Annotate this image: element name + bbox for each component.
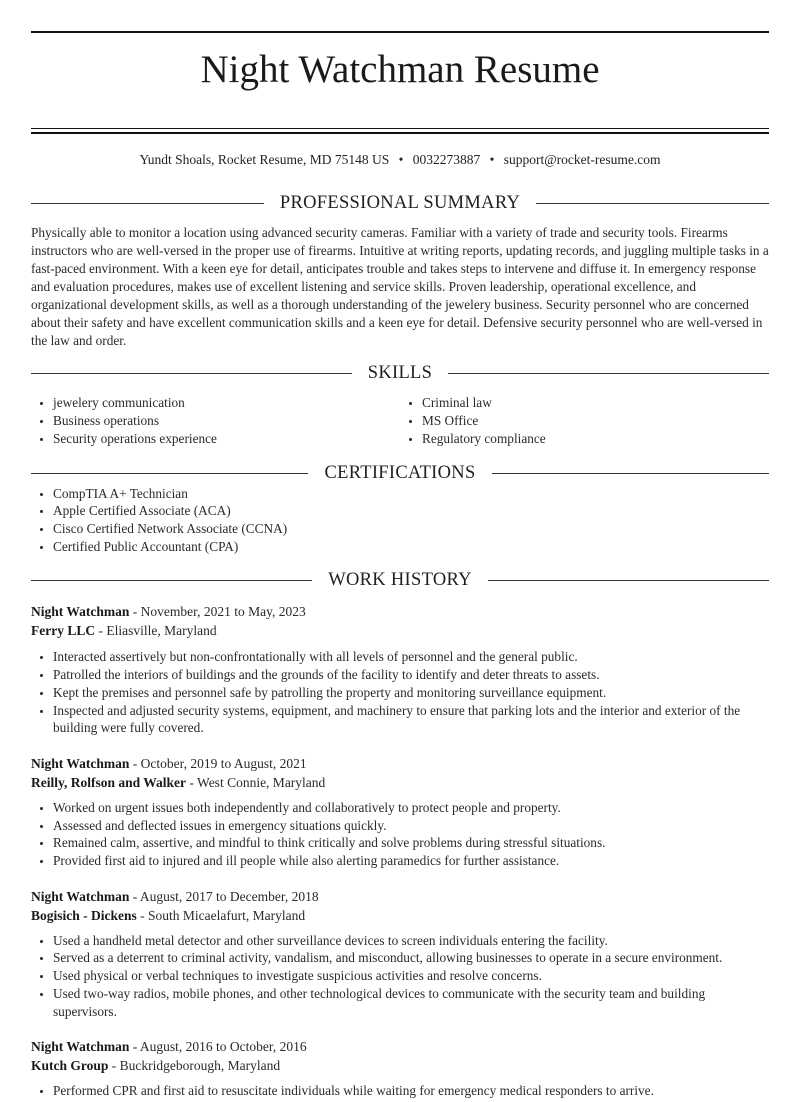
skill-item: • Security operations experience	[53, 430, 400, 448]
job-dates: - October, 2019 to August, 2021	[129, 755, 307, 771]
bullet-separator: •	[398, 152, 404, 168]
job-company: Ferry LLC	[31, 623, 96, 639]
job-dates: - August, 2016 to October, 2016	[129, 1039, 307, 1055]
heading-rule-right	[492, 473, 769, 474]
section-title: WORK HISTORY	[328, 569, 472, 590]
job-title-line	[31, 887, 769, 906]
skill-item: • Business operations	[53, 412, 400, 430]
top-rule	[31, 31, 769, 33]
heading-rule-right	[488, 580, 769, 581]
job-bullet: • Used two-way radios, mobile phones, and other technological devices to communicate with the security team and building supervisors.	[53, 985, 769, 1020]
job-bullets	[31, 932, 769, 1021]
heading-rule-left	[31, 473, 308, 474]
job-title-line	[31, 602, 769, 621]
job-bullet: • Served as a deterrent to criminal activity, vandalism, and misconduct, allowing businesses to operate in a secure environment.	[53, 949, 769, 967]
contact-address: Yundt Shoals, Rocket Resume, MD 75148 US	[139, 152, 390, 168]
job-bullets	[31, 648, 769, 737]
skills-columns	[31, 394, 769, 447]
job-location: - Eliasville, Maryland	[95, 623, 217, 639]
bullet-separator: •	[489, 152, 495, 168]
job-location: - South Micaelafurt, Maryland	[136, 907, 306, 923]
heading-rule-left	[31, 580, 312, 581]
section-title: SKILLS	[367, 362, 433, 383]
certification-item: • Certified Public Accountant (CPA)	[53, 538, 769, 556]
job-company: Reilly, Rolfson and Walker	[31, 774, 187, 790]
job-company-line	[31, 1056, 769, 1075]
job-company-line	[31, 906, 769, 925]
job-bullet: • Worked on urgent issues both independently and collaboratively to protect people and property.	[53, 799, 769, 817]
job-company-line	[31, 621, 769, 640]
job-dates: - August, 2017 to December, 2018	[129, 888, 319, 904]
job-title: Night Watchman	[31, 755, 130, 771]
certification-item: • Cisco Certified Network Associate (CCNA)	[53, 520, 769, 538]
job-entry	[31, 754, 769, 870]
job-dates: - November, 2021 to May, 2023	[129, 604, 306, 620]
job-bullet: • Assessed and deflected issues in emergency situations quickly.	[53, 817, 769, 835]
job-bullet: • Kept the premises and personnel safe by patrolling the property and monitoring surveillance equipment.	[53, 684, 769, 702]
skill-item: • Criminal law	[422, 394, 769, 412]
job-bullet: • Interacted assertively but non-confrontationally with all levels of personnel and the general public.	[53, 648, 769, 666]
section-certifications	[31, 463, 769, 556]
job-bullet: • Used physical or verbal techniques to investigate suspicious activities and resolve concerns.	[53, 967, 769, 985]
contact-info	[31, 151, 769, 169]
resume-page	[0, 31, 800, 1100]
section-heading	[31, 192, 769, 214]
job-entry	[31, 1037, 769, 1100]
job-title-line	[31, 1037, 769, 1056]
section-skills	[31, 362, 769, 447]
skills-list-left	[31, 394, 400, 447]
certification-item: • Apple Certified Associate (ACA)	[53, 502, 769, 520]
job-location: - West Connie, Maryland	[186, 774, 326, 790]
job-bullets	[31, 1082, 769, 1100]
skills-list-right	[400, 394, 769, 447]
job-title-line	[31, 754, 769, 773]
section-heading	[31, 362, 769, 384]
job-company-line	[31, 773, 769, 792]
job-title: Night Watchman	[31, 1039, 130, 1055]
job-title: Night Watchman	[31, 604, 130, 620]
section-heading	[31, 569, 769, 591]
job-location: - Buckridgeborough, Maryland	[108, 1058, 281, 1074]
job-bullet: • Patrolled the interiors of buildings and the grounds of the facility to identify and deter threats to assets.	[53, 666, 769, 684]
job-bullet: • Remained calm, assertive, and mindful to think critically and solve problems during stressful situations.	[53, 834, 769, 852]
job-bullet: • Inspected and adjusted security systems, equipment, and machinery to ensure that parking lots and the interior and exterior of the building were fully covered.	[53, 702, 769, 737]
contact-email[interactable]: support@rocket-resume.com	[503, 152, 661, 168]
job-company: Kutch Group	[31, 1058, 109, 1074]
resume-title: Night Watchman Resume	[200, 48, 600, 91]
contact-phone: 0032273887	[412, 152, 481, 168]
title-double-rule	[31, 128, 769, 134]
section-professional-summary	[31, 192, 769, 349]
summary-text: Physically able to monitor a location using advanced security cameras. Familiar with a variety of trade and security tools. Firearms instructors who are well-versed in the proper use of firearms. Intuitive at writing reports, updating records, and juggling multiple tasks in a fast-paced environment. With a keen eye for detail, anticipates trouble and takes steps to intervene and diffuse it. In emergency response and evaluation procedures, makes use of excellent listening and service skills. Proven leadership, operational excellence, and organizational development skills, as well as a thorough understanding of the jewelery business. Security personnel who are concerned about their safety and have excellent communication skills and a keen eye for detail. Defensive security personnel who are well-versed in the law and order.	[31, 225, 769, 348]
skill-item: • jewelery communication	[53, 394, 400, 412]
job-bullet: • Provided first aid to injured and ill people while also alerting paramedics for further assistance.	[53, 852, 769, 870]
heading-rule-right	[536, 203, 769, 204]
section-title: CERTIFICATIONS	[324, 463, 476, 484]
section-title: PROFESSIONAL SUMMARY	[279, 192, 521, 213]
skill-item: • MS Office	[422, 412, 769, 430]
job-bullet: • Used a handheld metal detector and other surveillance devices to screen individuals entering the facility.	[53, 932, 769, 950]
job-title: Night Watchman	[31, 888, 130, 904]
job-entry	[31, 602, 769, 737]
certifications-list	[31, 485, 769, 556]
heading-rule-left	[31, 203, 264, 204]
section-heading	[31, 463, 769, 485]
heading-rule-left	[31, 373, 352, 374]
job-entry	[31, 887, 769, 1021]
section-work-history	[31, 569, 769, 1100]
job-bullets	[31, 799, 769, 870]
certification-item: • CompTIA A+ Technician	[53, 485, 769, 503]
skill-item: • Regulatory compliance	[422, 430, 769, 448]
job-bullet: • Performed CPR and first aid to resuscitate individuals while waiting for emergency medical responders to arrive.	[53, 1082, 769, 1100]
job-company: Bogisich - Dickens	[31, 907, 137, 923]
heading-rule-right	[448, 373, 769, 374]
